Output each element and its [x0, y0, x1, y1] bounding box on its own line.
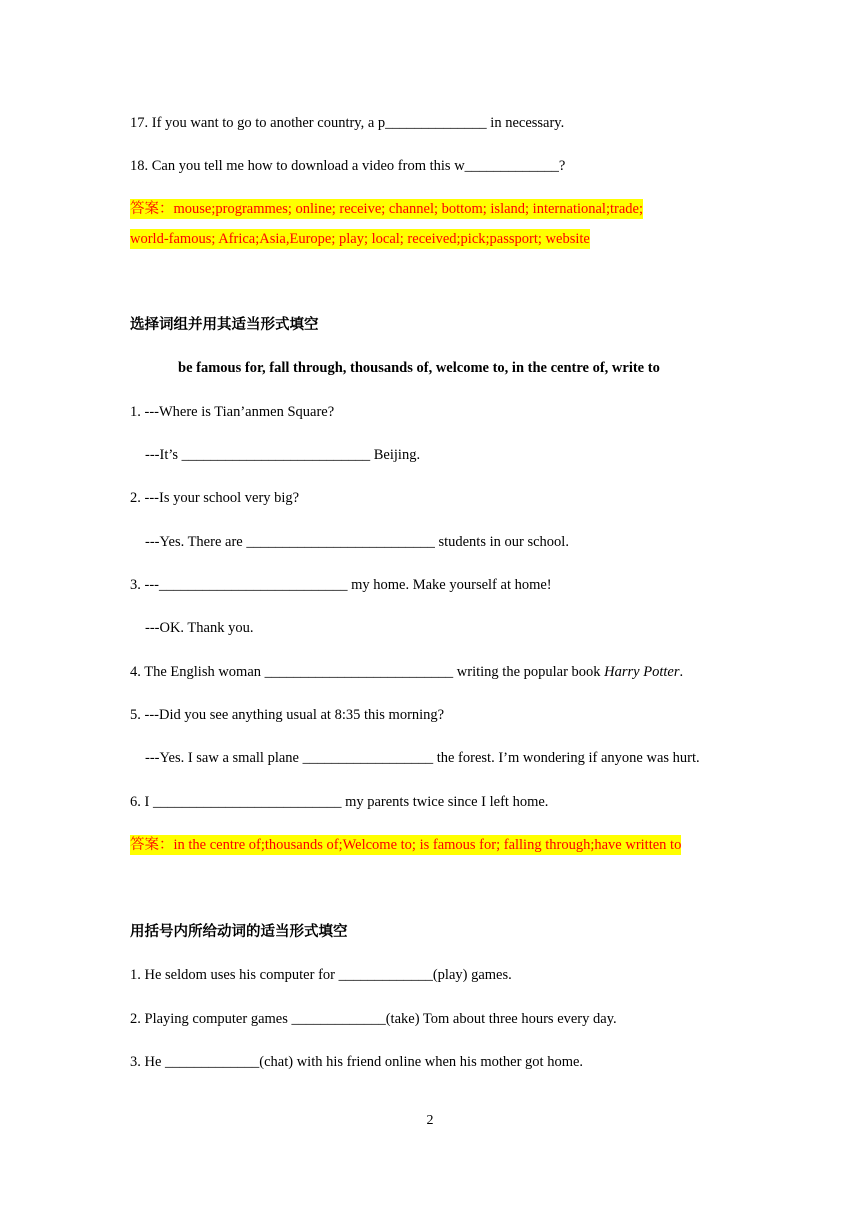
- q4-prefix: 4. The English woman __________________________ writing the popular book: [130, 664, 605, 680]
- phrase-question-1b: ---It’s __________________________ Beijing.: [145, 447, 421, 463]
- phrase-bank: be famous for, fall through, thousands of, welcome to, in the centre of, write to: [178, 360, 660, 376]
- phrase-answer-key: [130, 835, 681, 855]
- verb-question-2: 2. Playing computer games _____________(take) Tom about three hours every day.: [130, 1011, 617, 1027]
- q4-suffix: .: [679, 664, 684, 680]
- phrase-question-3b: ---OK. Thank you.: [145, 620, 254, 636]
- book-title: Harry Potter: [604, 664, 680, 680]
- page-number: 2: [426, 1113, 434, 1128]
- phrase-question-5b: ---Yes. I saw a small plane __________________ the forest. I’m wondering if anyone was hurt.: [145, 750, 700, 766]
- answer-highlight: world-famous; Africa;Asia,Europe; play; local; received;pick;passport; website: [130, 231, 590, 247]
- phrase-question-3a: 3. ---__________________________ my home. Make yourself at home!: [130, 577, 552, 593]
- section-heading-phrases: 选择词组并用其适当形式填空: [130, 317, 319, 333]
- answer-highlight: 答案：mouse;programmes; online; receive; channel; bottom; island; international;trade;: [130, 201, 644, 217]
- verb-question-3: 3. He _____________(chat) with his friend online when his mother got home.: [130, 1054, 584, 1070]
- answer-key-line-1: [130, 199, 643, 219]
- phrase-question-6: 6. I __________________________ my parents twice since I left home.: [130, 794, 549, 810]
- phrase-question-4: [130, 662, 683, 682]
- phrase-question-1a: 1. ---Where is Tian’anmen Square?: [130, 404, 335, 420]
- phrase-question-5a: 5. ---Did you see anything usual at 8:35 this morning?: [130, 707, 445, 723]
- question-18: 18. Can you tell me how to download a video from this w_____________?: [130, 158, 566, 174]
- phrase-question-2b: ---Yes. There are __________________________ students in our school.: [145, 534, 569, 550]
- phrase-question-2a: 2. ---Is your school very big?: [130, 490, 300, 506]
- section-heading-verbs: 用括号内所给动词的适当形式填空: [130, 924, 348, 940]
- question-17: 17. If you want to go to another country, a p______________ in necessary.: [130, 115, 565, 131]
- answer-highlight: 答案：in the centre of;thousands of;Welcome to; is famous for; falling through;have written to: [130, 837, 682, 853]
- verb-question-1: 1. He seldom uses his computer for _____________(play) games.: [130, 967, 512, 983]
- answer-key-line-2: [130, 229, 590, 249]
